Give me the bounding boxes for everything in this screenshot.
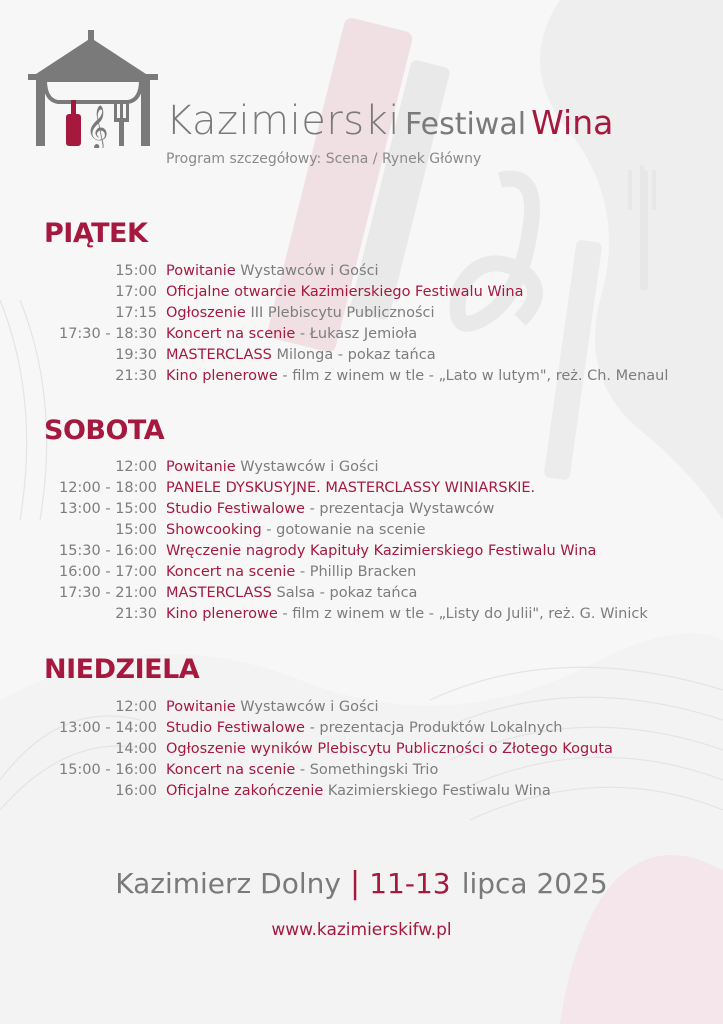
event-rest: III Plebiscytu Publiczności [245,305,435,321]
festival-title [166,98,613,144]
event-time: 17:15 [115,305,157,321]
event-rest: - film z winem w tle - „Listy do Julii", reż. G. Winick [277,606,648,622]
event-highlight: Kino plenerowe [166,606,278,622]
day-heading: PIĄTEK [44,218,148,249]
event-highlight: Wręczenie nagrody Kapituły Kazimierskiego Festiwalu Wina [166,543,597,559]
event-time: 13:00 - 15:00 [58,501,157,517]
event-row [0,501,723,522]
event-time: 16:00 - 17:00 [58,564,157,580]
event-highlight: Studio Festiwalowe [166,720,305,736]
event-time: 15:30 - 16:00 [58,543,157,559]
day-heading: SOBOTA [44,415,165,446]
event-row [0,326,723,347]
event-row [0,741,723,762]
footer-location-dates [0,866,723,901]
title-part3: Wina [531,103,614,142]
event-time: 21:30 [115,368,157,384]
event-time: 13:00 - 14:00 [58,720,157,736]
event-row [0,543,723,564]
event-row [0,263,723,284]
event-rest: Kazimierskiego Festiwalu Wina [323,783,551,799]
footer-place: Kazimierz Dolny [115,867,341,900]
event-rest: - Phillip Bracken [295,564,417,580]
event-rest: - prezentacja Produktów Lokalnych [304,720,563,736]
event-highlight: MASTERCLASS [166,585,272,601]
event-rest: Wystawców i Gości [235,459,379,475]
event-row [0,368,723,389]
event-row [0,783,723,804]
event-time: 14:00 [115,741,157,757]
subtitle: Program szczegółowy: Scena / Rynek Główny [166,151,482,167]
event-rest: - Łukasz Jemioła [295,326,418,342]
event-time: 21:30 [115,606,157,622]
event-time: 12:00 [115,699,157,715]
event-highlight: PANELE DYSKUSYJNE. MASTERCLASSY WINIARSKIE. [166,480,536,496]
event-row [0,720,723,741]
title-part2: Festiwal [405,107,527,142]
event-row [0,699,723,720]
event-highlight: Oficjalne zakończenie [166,783,324,799]
fork-icon [114,104,129,146]
event-highlight: Ogłoszenie wyników Plebiscytu Publiczności o Złotego Koguta [166,741,613,757]
event-row [0,762,723,783]
footer-separator: | [350,866,361,901]
event-time: 17:00 [115,284,157,300]
event-row [0,347,723,368]
event-highlight: Showcooking [166,522,262,538]
event-highlight: Koncert na scenie [166,326,296,342]
event-highlight: Kino plenerowe [166,368,278,384]
website-link[interactable]: www.kazimierskifw.pl [271,920,452,940]
treble-clef-icon: 𝄞 [86,105,109,148]
event-highlight: Powitanie [166,459,236,475]
event-rest: - gotowanie na scenie [261,522,426,538]
event-rest: - Somethingski Trio [295,762,439,778]
event-highlight: Studio Festiwalowe [166,501,305,517]
title-part1: Kazimierski [166,98,400,144]
event-highlight: Koncert na scenie [166,564,296,580]
event-rest: - prezentacja Wystawców [304,501,495,517]
event-row [0,459,723,480]
wine-bottle-icon [66,100,81,146]
event-highlight: Powitanie [166,263,236,279]
event-rest: - film z winem w tle - „Lato w lutym", reż. Ch. Menaul [277,368,669,384]
event-row [0,305,723,326]
event-time: 15:00 - 16:00 [58,762,157,778]
event-highlight: MASTERCLASS [166,347,272,363]
event-time: 12:00 - 18:00 [58,480,157,496]
event-list [0,459,723,627]
event-row [0,522,723,543]
event-time: 16:00 [115,783,157,799]
event-highlight: Oficjalne otwarcie Kazimierskiego Festiwalu Wina [166,284,524,300]
event-time: 19:30 [115,347,157,363]
event-highlight: Koncert na scenie [166,762,296,778]
event-rest: Milonga - pokaz tańca [271,347,436,363]
event-highlight: Powitanie [166,699,236,715]
event-time: 15:00 [115,522,157,538]
event-row [0,480,723,501]
event-time: 12:00 [115,459,157,475]
event-time: 17:30 - 21:00 [58,585,157,601]
event-row [0,284,723,305]
event-time: 17:30 - 18:30 [58,326,157,342]
event-rest: Wystawców i Gości [235,263,379,279]
day-heading: NIEDZIELA [44,654,200,685]
event-row [0,585,723,606]
event-row [0,564,723,585]
event-list [0,263,723,389]
footer-month-year: lipca 2025 [461,867,608,900]
event-time: 15:00 [115,263,157,279]
event-rest: Salsa - pokaz tańca [271,585,418,601]
footer-dates: 11-13 [369,867,451,900]
event-row [0,606,723,627]
event-list [0,699,723,804]
event-rest: Wystawców i Gości [235,699,379,715]
gazebo-logo-icon [28,30,158,148]
event-highlight: Ogłoszenie [166,305,246,321]
